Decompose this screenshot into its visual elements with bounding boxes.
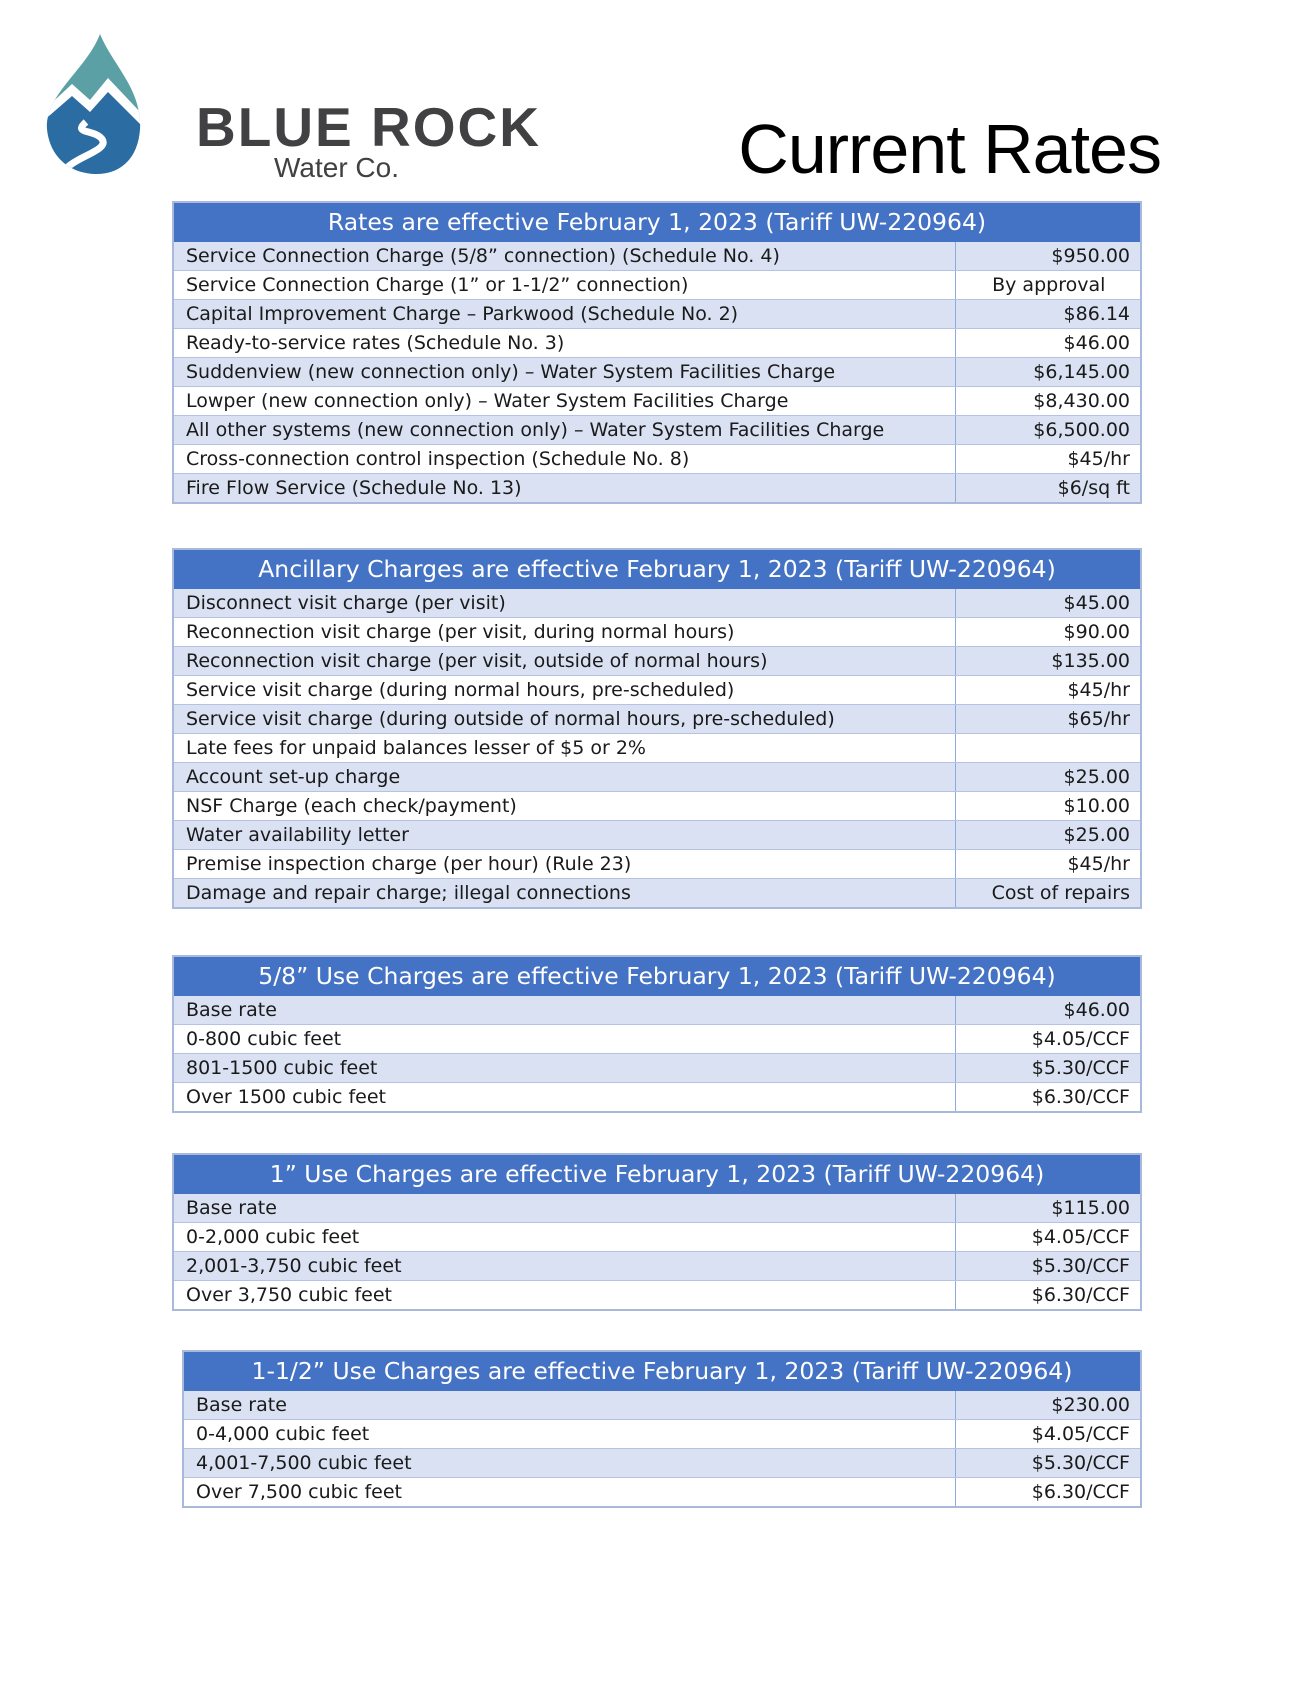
- row-label: Service visit charge (during normal hours, pre-scheduled): [173, 676, 955, 705]
- table-row: [173, 416, 1141, 445]
- row-label: Service Connection Charge (5/8” connection) (Schedule No. 4): [173, 242, 955, 271]
- row-value: $5.30/CCF: [955, 1054, 1141, 1083]
- row-label: 0-4,000 cubic feet: [183, 1420, 955, 1449]
- row-value: $86.14: [955, 300, 1141, 329]
- table-row: [173, 821, 1141, 850]
- table-row: [173, 1252, 1141, 1281]
- table-row: [173, 1083, 1141, 1113]
- row-value: $8,430.00: [955, 387, 1141, 416]
- table-row: [173, 1054, 1141, 1083]
- row-label: Over 1500 cubic feet: [173, 1083, 955, 1113]
- table-row: [173, 445, 1141, 474]
- row-label: Base rate: [183, 1391, 955, 1420]
- row-label: Disconnect visit charge (per visit): [173, 589, 955, 618]
- table-row: [173, 734, 1141, 763]
- row-value: $65/hr: [955, 705, 1141, 734]
- row-value: $45.00: [955, 589, 1141, 618]
- row-label: Reconnection visit charge (per visit, during normal hours): [173, 618, 955, 647]
- table-row: [173, 300, 1141, 329]
- row-value: $45/hr: [955, 445, 1141, 474]
- company-name: BLUE ROCK: [196, 96, 541, 158]
- row-value: $45/hr: [955, 676, 1141, 705]
- row-value: $950.00: [955, 242, 1141, 271]
- table-header: 1” Use Charges are effective February 1, 2023 (Tariff UW-220964): [173, 1154, 1141, 1194]
- page-title: Current Rates: [738, 110, 1161, 188]
- row-label: 4,001-7,500 cubic feet: [183, 1449, 955, 1478]
- table-row: [173, 618, 1141, 647]
- row-value: $25.00: [955, 821, 1141, 850]
- row-value: $46.00: [955, 329, 1141, 358]
- row-value: $4.05/CCF: [955, 1420, 1141, 1449]
- row-value: $4.05/CCF: [955, 1025, 1141, 1054]
- row-label: Base rate: [173, 996, 955, 1025]
- row-label: All other systems (new connection only) – Water System Facilities Charge: [173, 416, 955, 445]
- row-label: Base rate: [173, 1194, 955, 1223]
- rates-table: [172, 201, 1142, 504]
- row-label: Suddenview (new connection only) – Water System Facilities Charge: [173, 358, 955, 387]
- one-and-half-inch-use-charges-table: [182, 1350, 1142, 1508]
- row-value: Cost of repairs: [955, 879, 1141, 909]
- table-row: [173, 1281, 1141, 1311]
- row-label: 801-1500 cubic feet: [173, 1054, 955, 1083]
- row-value: $115.00: [955, 1194, 1141, 1223]
- water-drop-mountain-icon: [42, 34, 182, 184]
- company-subtitle: Water Co.: [274, 152, 399, 183]
- row-label: Service visit charge (during outside of normal hours, pre-scheduled): [173, 705, 955, 734]
- row-label: Over 3,750 cubic feet: [173, 1281, 955, 1311]
- row-label: 2,001-3,750 cubic feet: [173, 1252, 955, 1281]
- table-row: [173, 242, 1141, 271]
- table-row: [173, 271, 1141, 300]
- row-value: $5.30/CCF: [955, 1252, 1141, 1281]
- company-logo: [42, 34, 541, 184]
- row-value: [955, 734, 1141, 763]
- one-inch-use-charges-table: [172, 1153, 1142, 1311]
- row-value: $6,145.00: [955, 358, 1141, 387]
- row-value: $25.00: [955, 763, 1141, 792]
- table-row: [173, 1025, 1141, 1054]
- table-row: [173, 763, 1141, 792]
- row-value: $45/hr: [955, 850, 1141, 879]
- table-row: [173, 474, 1141, 504]
- table-row: [173, 387, 1141, 416]
- table-row: [173, 850, 1141, 879]
- row-label: Lowper (new connection only) – Water System Facilities Charge: [173, 387, 955, 416]
- table-row: [173, 879, 1141, 909]
- row-value: $10.00: [955, 792, 1141, 821]
- table-header: Ancillary Charges are effective February 1, 2023 (Tariff UW-220964): [173, 549, 1141, 589]
- table-row: [183, 1391, 1141, 1420]
- row-label: Account set-up charge: [173, 763, 955, 792]
- table-row: [173, 358, 1141, 387]
- five-eighths-use-charges-table: [172, 955, 1142, 1113]
- table-row: [173, 705, 1141, 734]
- row-value: $4.05/CCF: [955, 1223, 1141, 1252]
- table-row: [173, 589, 1141, 618]
- table-row: [173, 676, 1141, 705]
- row-label: 0-2,000 cubic feet: [173, 1223, 955, 1252]
- row-value: $46.00: [955, 996, 1141, 1025]
- row-value: $6.30/CCF: [955, 1281, 1141, 1311]
- row-label: Damage and repair charge; illegal connections: [173, 879, 955, 909]
- row-label: Cross-connection control inspection (Schedule No. 8): [173, 445, 955, 474]
- table-row: [173, 1194, 1141, 1223]
- row-value: $90.00: [955, 618, 1141, 647]
- table-row: [173, 792, 1141, 821]
- row-label: NSF Charge (each check/payment): [173, 792, 955, 821]
- row-label: Fire Flow Service (Schedule No. 13): [173, 474, 955, 504]
- row-value: By approval: [955, 271, 1141, 300]
- row-value: $5.30/CCF: [955, 1449, 1141, 1478]
- row-label: Water availability letter: [173, 821, 955, 850]
- table-row: [173, 647, 1141, 676]
- row-label: Ready-to-service rates (Schedule No. 3): [173, 329, 955, 358]
- row-value: $6,500.00: [955, 416, 1141, 445]
- table-row: [173, 996, 1141, 1025]
- row-value: $230.00: [955, 1391, 1141, 1420]
- row-label: Service Connection Charge (1” or 1-1/2” connection): [173, 271, 955, 300]
- row-value: $6.30/CCF: [955, 1478, 1141, 1508]
- table-row: [183, 1449, 1141, 1478]
- ancillary-charges-table: [172, 548, 1142, 909]
- row-label: Premise inspection charge (per hour) (Rule 23): [173, 850, 955, 879]
- table-header: 1-1/2” Use Charges are effective February 1, 2023 (Tariff UW-220964): [183, 1351, 1141, 1391]
- table-row: [173, 1223, 1141, 1252]
- table-row: [183, 1420, 1141, 1449]
- row-label: Capital Improvement Charge – Parkwood (Schedule No. 2): [173, 300, 955, 329]
- row-label: Reconnection visit charge (per visit, outside of normal hours): [173, 647, 955, 676]
- table-row: [173, 329, 1141, 358]
- row-value: $135.00: [955, 647, 1141, 676]
- row-value: $6/sq ft: [955, 474, 1141, 504]
- row-label: Over 7,500 cubic feet: [183, 1478, 955, 1508]
- row-value: $6.30/CCF: [955, 1083, 1141, 1113]
- table-row: [183, 1478, 1141, 1508]
- table-header: Rates are effective February 1, 2023 (Tariff UW-220964): [173, 202, 1141, 242]
- table-header: 5/8” Use Charges are effective February 1, 2023 (Tariff UW-220964): [173, 956, 1141, 996]
- row-label: 0-800 cubic feet: [173, 1025, 955, 1054]
- row-label: Late fees for unpaid balances lesser of $5 or 2%: [173, 734, 955, 763]
